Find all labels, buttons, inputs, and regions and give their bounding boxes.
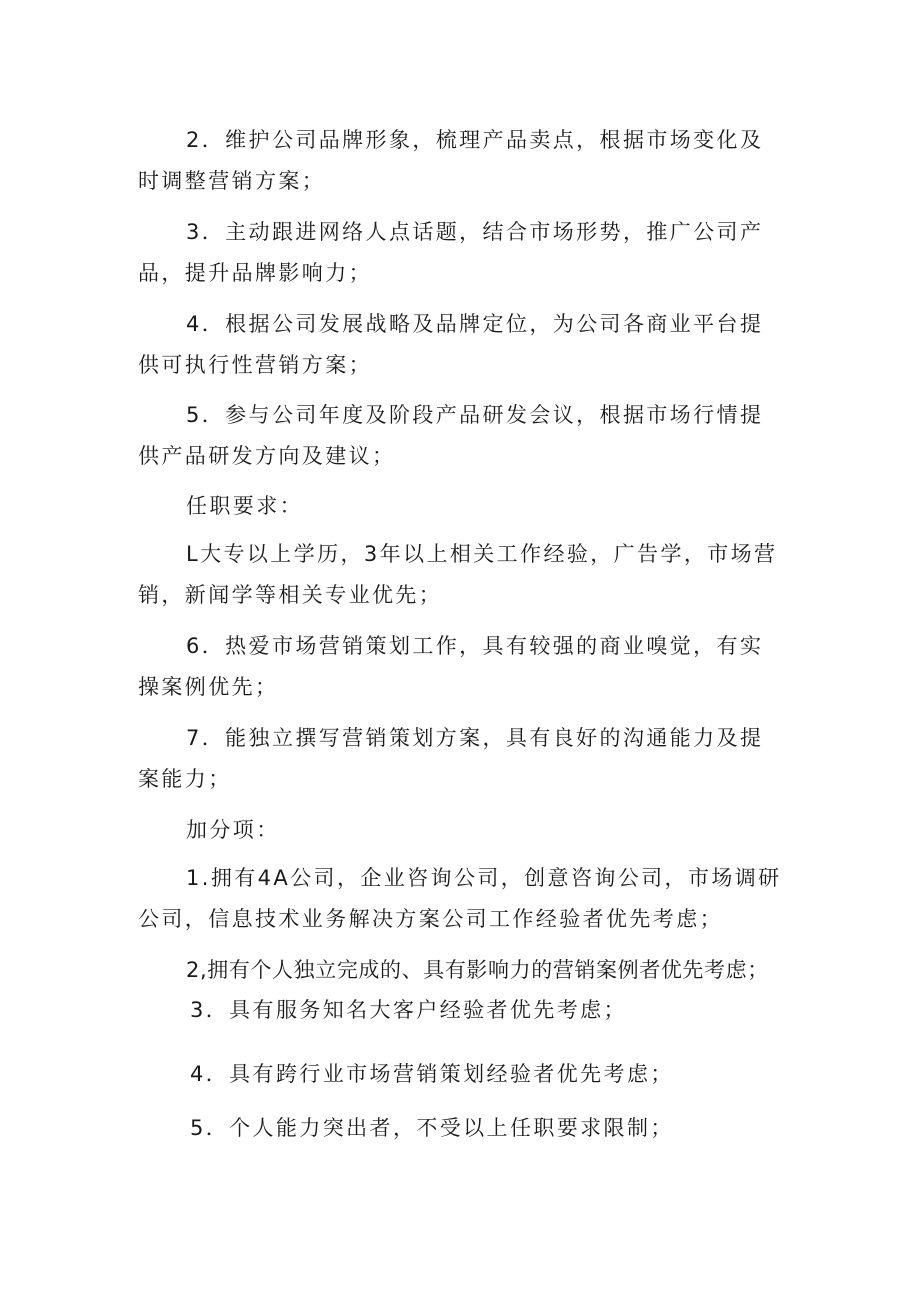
duty-item-5: 5．参与公司年度及阶段产品研发会议，根据市场行情提供产品研发方向及建议； [138,403,764,468]
bonus-heading: 加分项： [186,818,280,842]
requirement-item-7: 7．能独立撰写营销策划方案，具有良好的沟通能力及提案能力； [138,726,764,791]
bonus-item-1: 1.拥有4A公司，企业咨询公司，创意咨询公司，市场调研公司，信息技术业务解决方案公司工作经验者优先考虑； [138,866,782,931]
bonus-item-3: 3．具有服务知名大客户经验者优先考虑； [190,998,627,1022]
requirement-item-6: 6．热爱市场营销策划工作，具有较强的商业嗅觉，有实操案例优先； [138,634,764,699]
duty-item-2: 2．维护公司品牌形象，梳理产品卖点，根据市场变化及时调整营销方案； [138,128,764,193]
requirement-item-1: L大专以上学历，3年以上相关工作经验，广告学，市场营销，新闻学等相关专业优先； [138,542,778,607]
bonus-item-2: 2,拥有个人独立完成的、具有影响力的营销案例者优先考虑； [186,958,769,982]
bonus-item-4: 4．具有跨行业市场营销策划经验者优先考虑； [190,1062,674,1086]
requirements-heading: 任职要求： [186,494,303,518]
duty-item-4: 4．根据公司发展战略及品牌定位，为公司各商业平台提供可执行性营销方案； [138,312,764,377]
duty-item-3: 3．主动跟进网络人点话题，结合市场形势，推广公司产品，提升品牌影响力； [138,220,764,285]
bonus-item-5: 5．个人能力突出者，不受以上任职要求限制； [190,1116,674,1140]
